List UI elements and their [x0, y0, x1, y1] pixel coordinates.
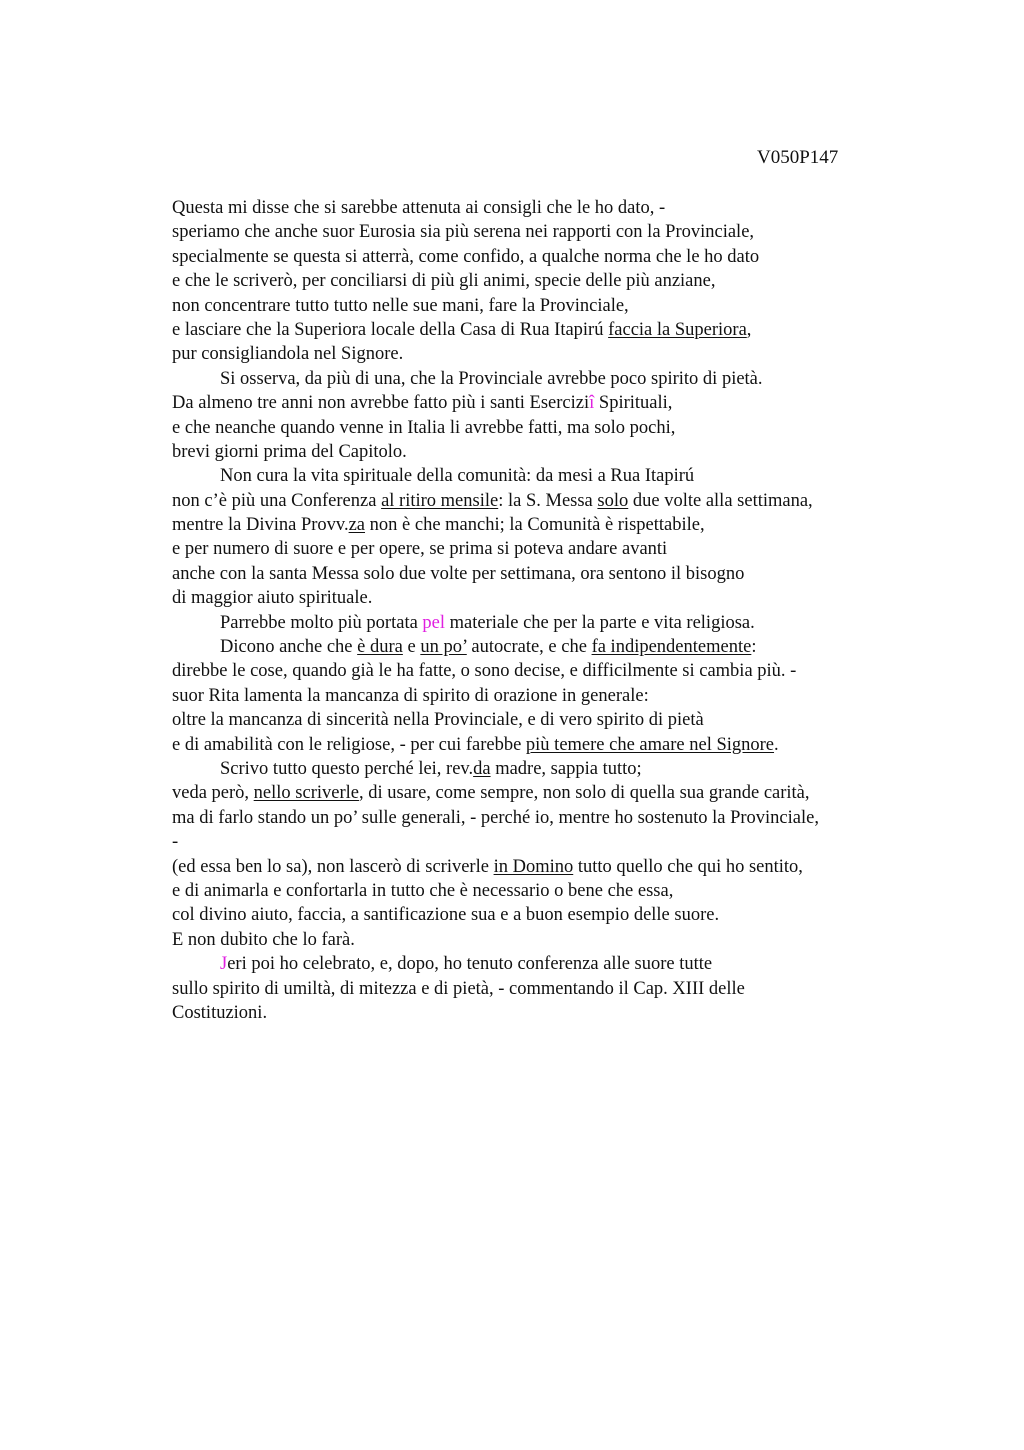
text-line [172, 708, 1012, 732]
text-segment: madre, sappia tutto; [490, 758, 642, 779]
text-segment: pur consigliandola nel Signore. [172, 344, 404, 365]
text-segment: e di amabilità con le religiose, - per cui farebbe [172, 734, 526, 755]
text-line [172, 294, 1012, 318]
text-line [172, 245, 1012, 269]
text-line [172, 855, 1012, 879]
text-segment: direbbe le cose, quando già le ha fatte, o sono decise, e difficilmente si cambia più. - [172, 661, 797, 682]
text-segment: tutto quello che qui ho sentito, [573, 856, 803, 877]
text-line [172, 391, 1012, 415]
text-line [172, 952, 1012, 976]
underlined-text: faccia la Superiora [608, 319, 747, 340]
text-line [172, 513, 1012, 537]
text-line [172, 903, 1012, 927]
text-segment: e lasciare che la Superiora locale della Casa di Rua Itapirú [172, 319, 609, 340]
text-segment: oltre la mancanza di sincerità nella Provinciale, e di vero spirito di pietà [172, 710, 704, 731]
underlined-text: un po’ [420, 637, 467, 658]
text-segment: specialmente se questa si atterrà, come confido, a qualche norma che le ho dato [172, 246, 760, 267]
text-segment: eri poi ho celebrato, e, dopo, ho tenuto conferenza alle suore tutte [227, 954, 713, 975]
text-segment: , [746, 319, 752, 340]
text-segment: - [172, 832, 179, 853]
text-segment: Da almeno tre anni non avrebbe fatto più i santi Esercizi [172, 393, 590, 414]
text-segment: e di animarla e confortarla in tutto che è necessario o bene che essa, [172, 880, 674, 901]
text-segment: e [402, 637, 421, 658]
text-line [172, 684, 1012, 708]
text-segment: veda però, [172, 783, 254, 804]
text-line [172, 659, 1012, 683]
text-segment: : la S. Messa [498, 490, 598, 511]
text-line [172, 879, 1012, 903]
underlined-text: al ritiro mensile [381, 490, 499, 511]
text-line [172, 928, 1012, 952]
text-segment: e che neanche quando venne in Italia li avrebbe fatti, ma solo pochi, [172, 417, 676, 438]
text-segment: due volte alla settimana, [628, 490, 813, 511]
text-line [172, 562, 1012, 586]
text-segment: (ed essa ben lo sa), non lascerò di scriverle [172, 856, 494, 877]
text-segment: Scrivo tutto questo perché lei, rev. [220, 758, 474, 779]
text-segment: e che le scriverò, per conciliarsi di più gli animi, specie delle più anziane, [172, 271, 716, 292]
text-segment: suor Rita lamenta la mancanza di spirito di orazione in generale: [172, 685, 649, 706]
text-segment: Questa mi disse che si sarebbe attenuta ai consigli che le ho dato, - [172, 198, 666, 218]
text-line [172, 781, 1012, 805]
text-segment: . [774, 734, 779, 755]
text-segment: autocrate, e che [466, 637, 592, 658]
text-segment: Spirituali, [594, 393, 673, 414]
underlined-text: solo [597, 490, 629, 511]
text-line [172, 440, 1012, 464]
text-line [172, 342, 1012, 366]
text-line [172, 806, 1012, 830]
text-line [172, 269, 1012, 293]
text-segment: ma di farlo stando un po’ sulle generali, - perché io, mentre ho sostenuto la Provinciale, [172, 807, 819, 828]
letter-body [172, 196, 1012, 1025]
text-segment: E non dubito che lo farà. [172, 929, 355, 950]
text-line [172, 416, 1012, 440]
text-line [172, 196, 1012, 220]
text-segment: mentre la Divina Provv. [172, 515, 349, 536]
text-line [172, 367, 1012, 391]
text-segment: Dicono anche che [220, 637, 358, 658]
text-line [172, 635, 1012, 659]
page-code: V050P147 [757, 147, 839, 168]
text-line [172, 220, 1012, 244]
text-segment: non concentrare tutto tutto nelle sue mani, fare la Provinciale, [172, 295, 629, 316]
text-segment: di maggior aiuto spirituale. [172, 588, 373, 609]
text-segment: brevi giorni prima del Capitolo. [172, 441, 407, 462]
text-segment: Non cura la vita spirituale della comunità: da mesi a Rua Itapirú [220, 466, 695, 487]
underlined-text: nello scriverle [253, 783, 359, 804]
text-segment: speriamo che anche suor Eurosia sia più serena nei rapporti con la Provinciale, [172, 222, 755, 243]
text-line [172, 586, 1012, 610]
underlined-text: da [473, 758, 491, 779]
text-line [172, 757, 1012, 781]
underlined-text: za [348, 515, 366, 536]
text-segment: anche con la santa Messa solo due volte per settimana, ora sentono il bisogno [172, 563, 745, 584]
highlighted-text: î [589, 393, 595, 414]
text-line [172, 537, 1012, 561]
text-segment: e per numero di suore e per opere, se prima si poteva andare avanti [172, 539, 668, 560]
text-segment: materiale che per la parte e vita religiosa. [445, 612, 755, 633]
text-segment: Si osserva, da più di una, che la Provinciale avrebbe poco spirito di pietà. [220, 368, 763, 389]
text-line [172, 464, 1012, 488]
text-line [172, 733, 1012, 757]
text-line [172, 977, 1012, 1001]
underlined-text: fa indipendentemente [591, 637, 752, 658]
text-segment: sullo spirito di umiltà, di mitezza e di pietà, - commentando il Cap. XIII delle [172, 978, 745, 999]
text-line [172, 830, 1012, 854]
text-segment: non c’è più una Conferenza [172, 490, 382, 511]
text-segment: Costituzioni. [172, 1002, 268, 1023]
underlined-text: più temere che amare nel Signore [525, 734, 775, 755]
text-segment: : [751, 637, 757, 658]
text-segment: non è che manchi; la Comunità è rispettabile, [365, 515, 705, 536]
text-segment: Parrebbe molto più portata [220, 612, 423, 633]
text-line [172, 489, 1012, 513]
highlighted-text: J [220, 954, 228, 975]
text-segment: , di usare, come sempre, non solo di quella sua grande carità, [358, 783, 810, 804]
highlighted-text: pel [422, 612, 446, 633]
text-segment: col divino aiuto, faccia, a santificazione sua e a buon esempio delle suore. [172, 905, 720, 926]
text-line [172, 1001, 1012, 1025]
text-line [172, 318, 1012, 342]
underlined-text: in Domino [493, 856, 574, 877]
text-line [172, 611, 1012, 635]
underlined-text: è dura [357, 637, 403, 658]
